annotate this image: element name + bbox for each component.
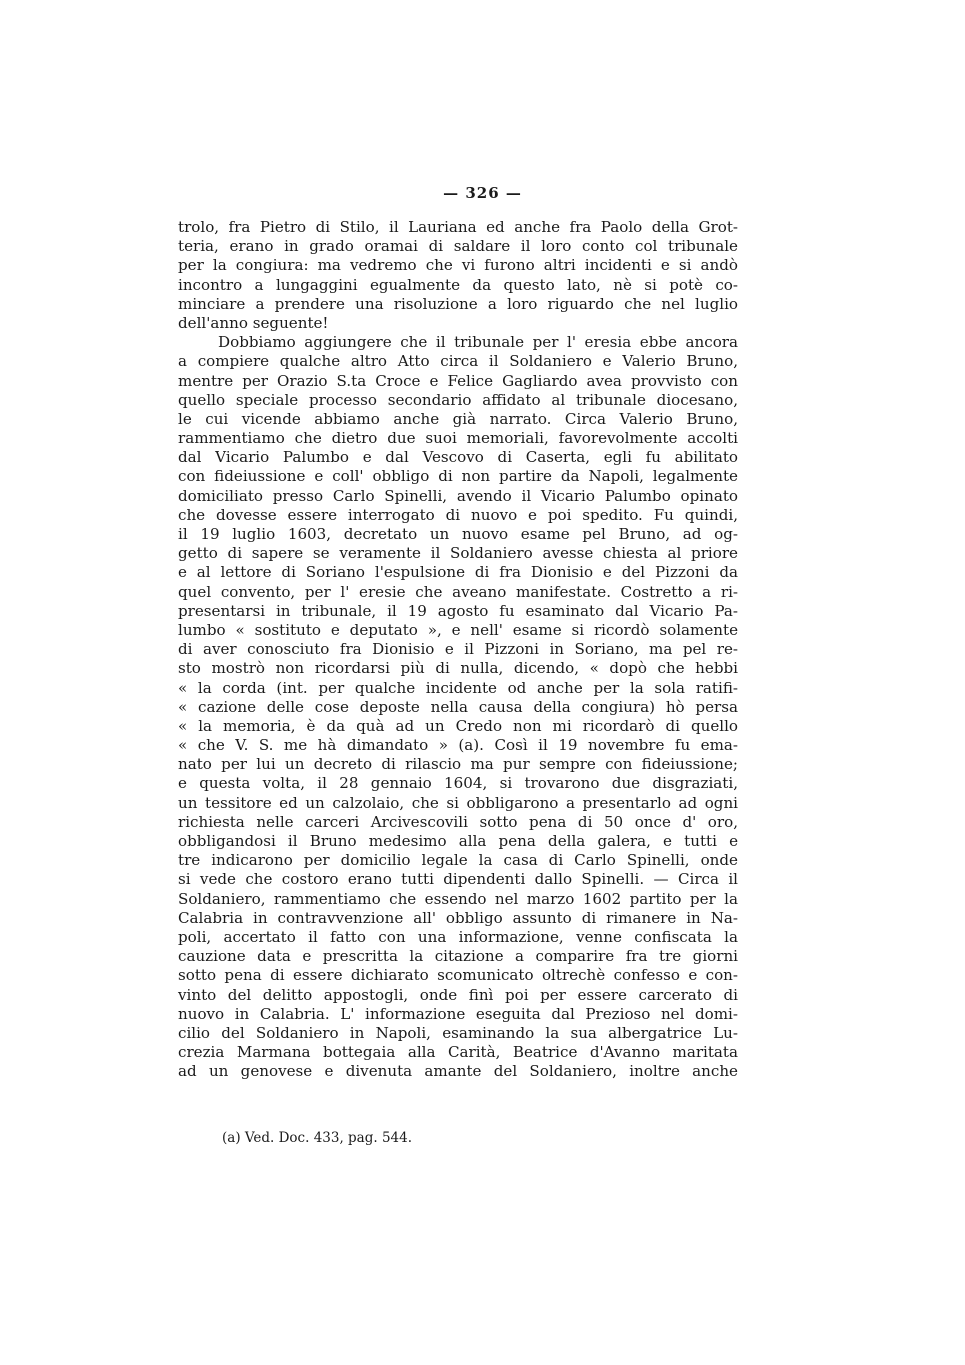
text-line: le cui vicende abbiamo anche già narrato. Circa Valerio Bruno, [178,409,738,428]
text-line: mentre per Orazio S.ta Croce e Felice Gagliardo avea provvisto con [178,371,738,390]
text-line: Calabria in contravvenzione all' obbligo assunto di rimanere in Na- [178,908,738,927]
text-line: crezia Marmana bottegaia alla Carità, Beatrice d'Avanno maritata [178,1043,738,1062]
text-line: minciare a prendere una risoluzione a loro riguardo che nel luglio [178,294,738,313]
text-line: richiesta nelle carceri Arcivescovili sotto pena di 50 once d' oro, [178,812,738,831]
text-line: dal Vicario Palumbo e dal Vescovo di Caserta, egli fu abilitato [178,448,738,467]
text-line: che dovesse essere interrogato di nuovo e poi spedito. Fu quindi, [178,505,738,524]
text-line: e questa volta, il 28 gennaio 1604, si trovarono due disgraziati, [178,774,738,793]
page-number: — 326 — [443,184,522,202]
text-line: lumbo « sostituto e deputato », e nell' esame si ricordò solamente [178,620,738,639]
text-line: sto mostrò non ricordarsi più di nulla, dicendo, « dopò che hebbi [178,659,738,678]
text-line: per la congiura: ma vedremo che vi furono altri incidenti e si andò [178,256,738,275]
text-line: obbligandosi il Bruno medesimo alla pena della galera, e tutti e [178,832,738,850]
text-line: tre indicarono per domicilio legale la casa di Carlo Spinelli, onde [178,851,738,870]
text-line: il 19 luglio 1603, decretato un nuovo esame pel Bruno, ad og- [178,525,738,543]
text-line: domiciliato presso Carlo Spinelli, avendo il Vicario Palumbo opinato [178,486,738,505]
text-line: di aver conosciuto fra Dionisio e il Pizzoni in Soriano, ma pel re- [178,640,738,659]
text-line: quello speciale processo secondario affidato al tribunale diocesano, [178,390,738,409]
footnote: (a) Ved. Doc. 433, pag. 544. [222,1130,413,1146]
text-line: cauzione data e prescritta la citazione a comparire fra tre giorni [178,947,738,966]
text-line: nuovo in Calabria. L' informazione eseguita dal Prezioso nel domi- [178,1004,738,1023]
text-line: cilio del Soldaniero in Napoli, esaminando la sua albergatrice Lu- [178,1023,738,1042]
text-line: Dobbiamo aggiungere che il tribunale per l' eresia ebbe ancora [218,333,738,352]
text-line: nato per lui un decreto di rilascio ma pur sempre con fideiussione; [178,755,738,774]
body-text [178,218,738,1081]
text-line: con fideiussione e coll' obbligo di non partire da Napoli, legalmente [178,467,738,486]
text-line: poli, accertato il fatto con una informazione, venne confiscata la [178,927,738,946]
text-line: trolo, fra Pietro di Stilo, il Lauriana ed anche fra Paolo della Grot- [178,218,738,236]
text-line: incontro a lungaggini egualmente da questo lato, nè si potè co- [178,275,738,294]
text-line: vinto del delitto appostogli, onde finì poi per essere carcerato di [178,985,738,1004]
text-line: ad un genovese e divenuta amante del Soldaniero, inoltre anche [178,1062,738,1081]
text-line: si vede che costoro erano tutti dipendenti dallo Spinelli. — Circa il [178,870,738,889]
text-line: a compiere qualche altro Atto circa il Soldaniero e Valerio Bruno, [178,352,738,371]
text-line: rammentiamo che dietro due suoi memoriali, favorevolmente accolti [178,429,738,448]
text-line: sotto pena di essere dichiarato scomunicato oltrechè confesso e con- [178,966,738,985]
text-line: Soldaniero, rammentiamo che essendo nel marzo 1602 partito per la [178,889,738,908]
text-line: getto di sapere se veramente il Soldaniero avesse chiesta al priore [178,544,738,563]
text-line: « cazione delle cose deposte nella causa della congiura) hò persa [178,697,738,716]
text-line: teria, erano in grado oramai di saldare il loro conto col tribunale [178,237,738,256]
text-line: dell'anno seguente! [178,313,329,332]
text-line: quel convento, per l' eresie che aveano manifestate. Costretto a ri- [178,582,738,601]
text-line: e al lettore di Soriano l'espulsione di fra Dionisio e del Pizzoni da [178,563,738,582]
text-line: presentarsi in tribunale, il 19 agosto fu esaminato dal Vicario Pa- [178,601,738,620]
text-line: « la corda (int. per qualche incidente od anche per la sola ratifi- [178,678,738,697]
text-line: « la memoria, è da quà ad un Credo non mi ricordarò di quello [178,716,738,735]
text-line: « che V. S. me hà dimandato » (a). Così il 19 novembre fu ema- [178,736,738,755]
text-line: un tessitore ed un calzolaio, che si obbligarono a presentarlo ad ogni [178,793,738,812]
